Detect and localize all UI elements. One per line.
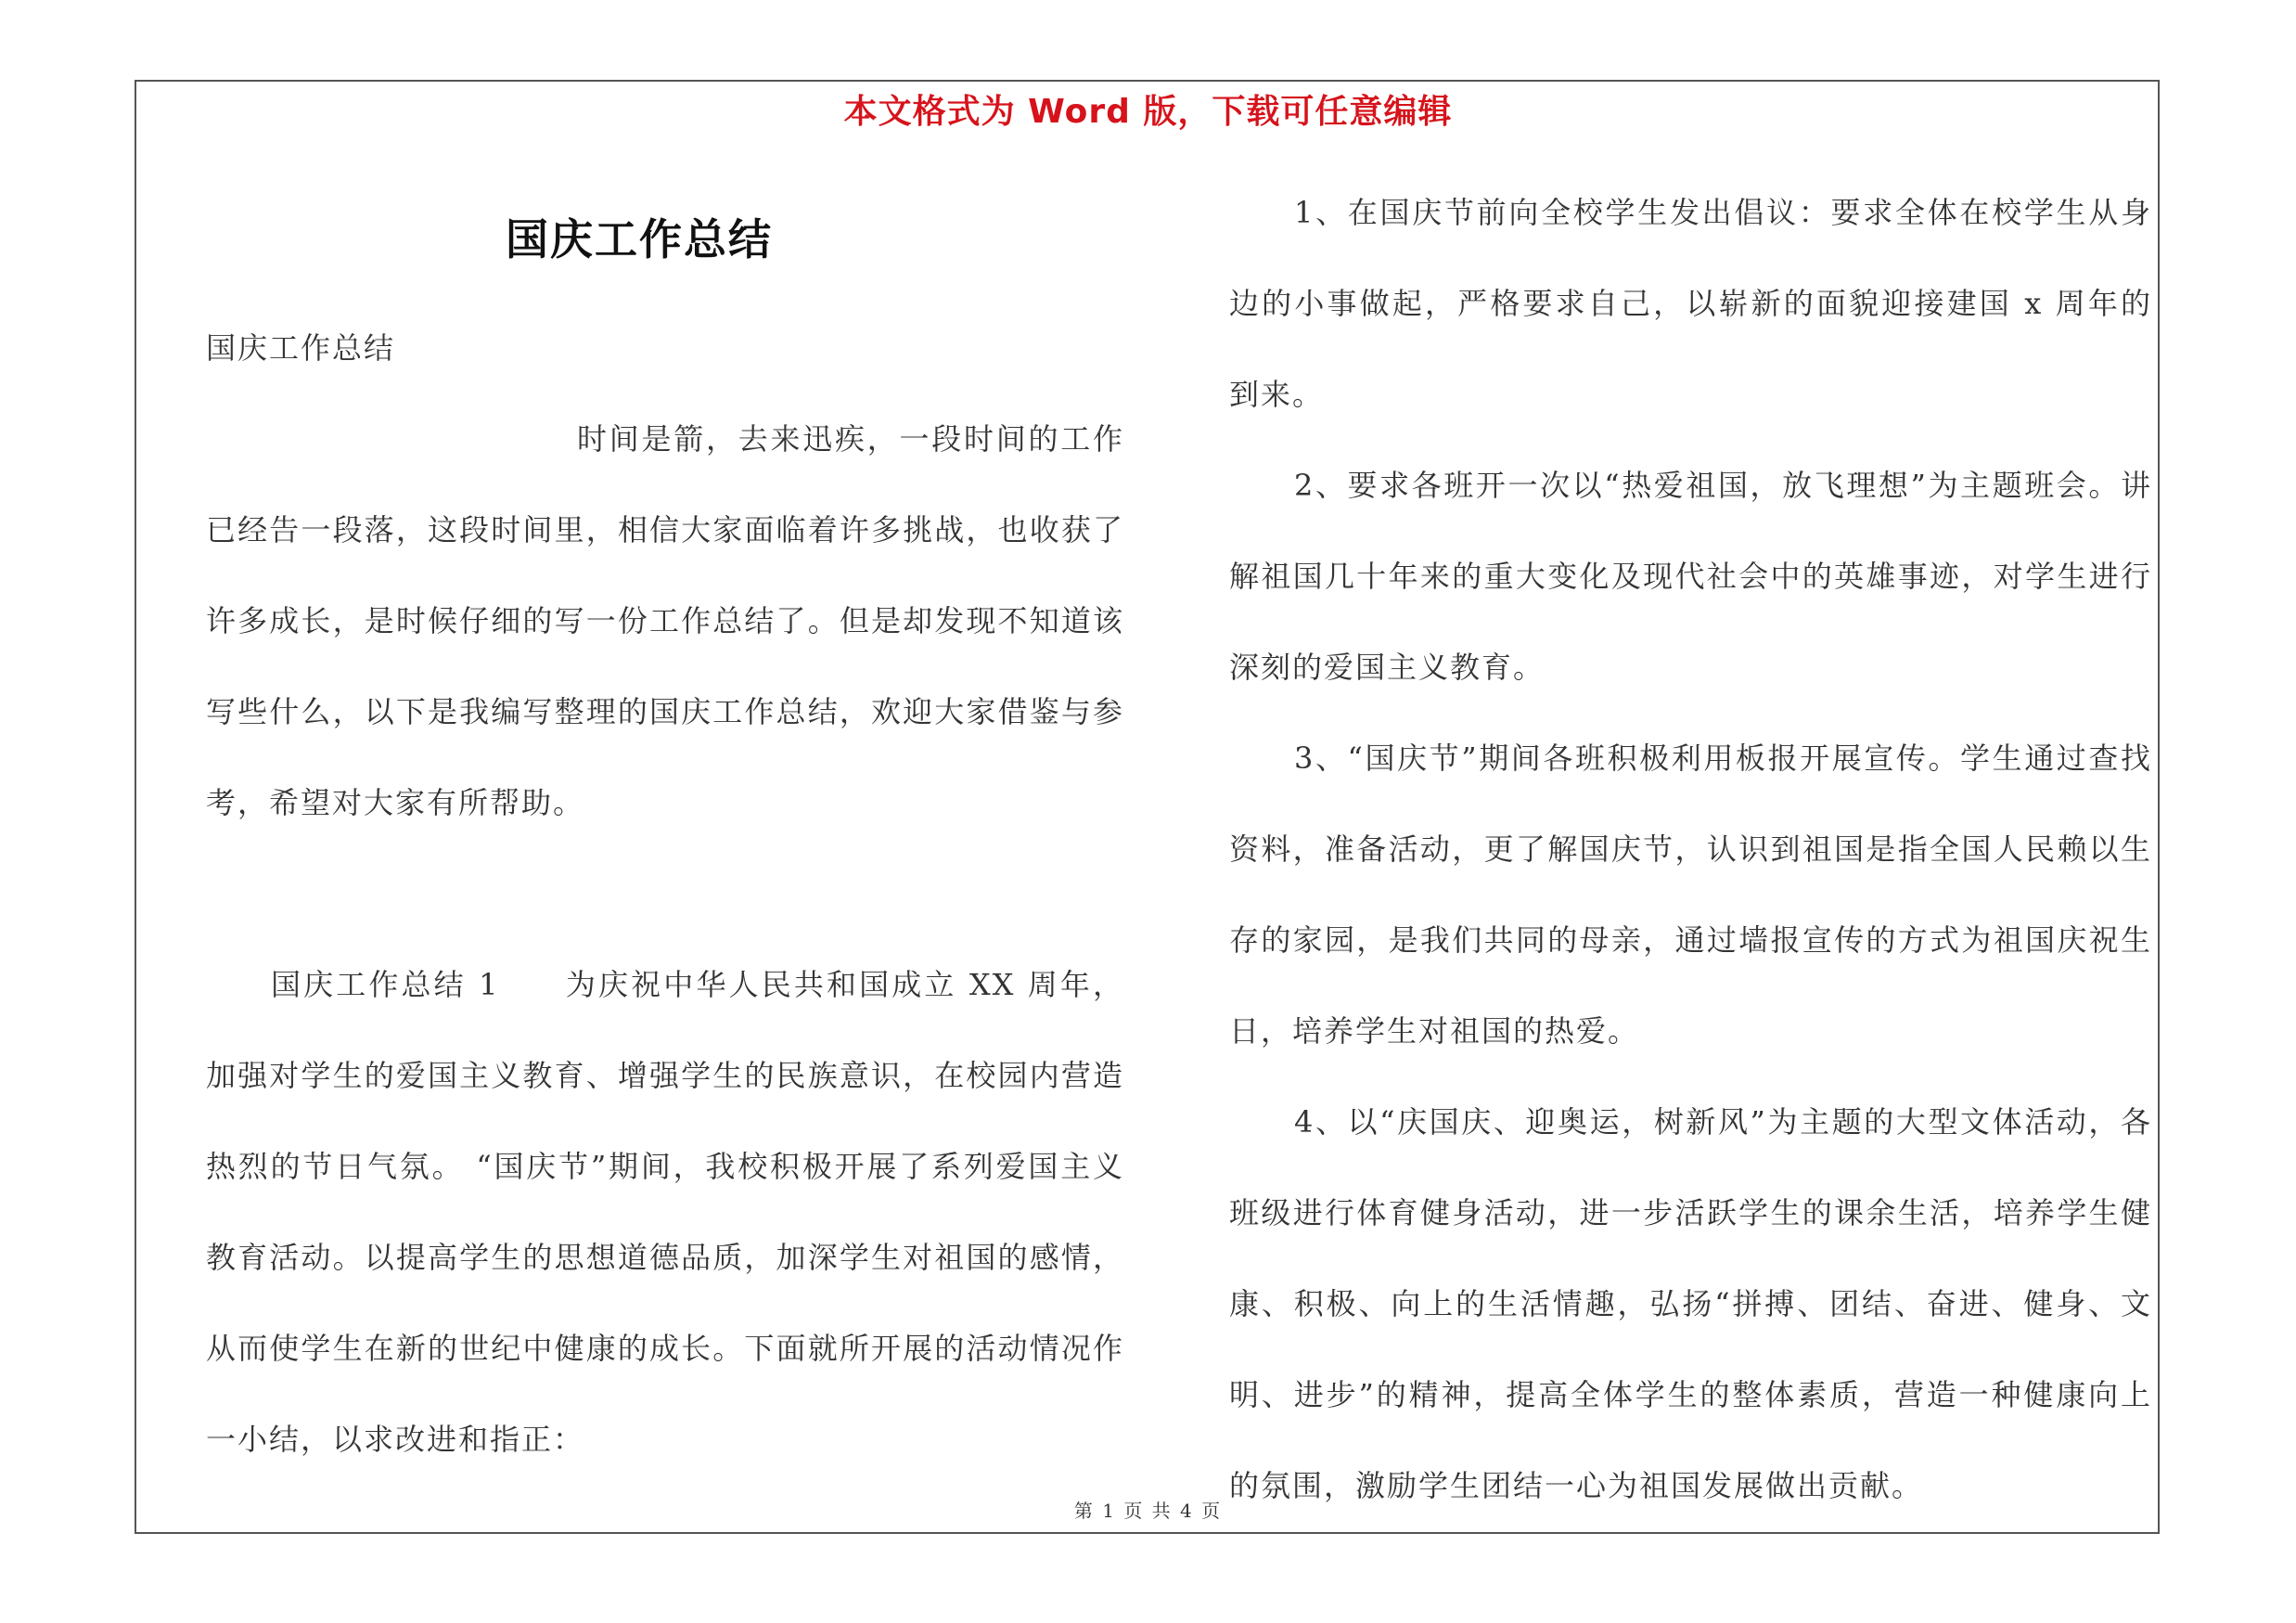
- list-item-3: 3、“国庆节”期间各班积极利用板报开展宣传。学生通过查找资料，准备活动，更了解国庆节，认识到祖国是指全国人民赖以生存的家园，是我们共同的母亲，通过墙报宣传的方式为祖国庆祝生日，培养学生对祖国的热爱。: [1229, 741, 2152, 1049]
- section1-paragraph: 国庆工作总结 1 为庆祝中华人民共和国成立 XX 周年，加强对学生的爱国主义教育、增强学生的民族意识，在校园内营造热烈的节日气氛。 “国庆节”期间，我校积极开展了系列爱国主义教育活动。以提高学生的思想道德品质，加深学生对祖国的感情，从而使学生在新的世纪中健康的成长。下面就所开展的活动情况作一小结，以求改进和指正：: [206, 967, 1124, 1457]
- right-column: [1229, 167, 2152, 1531]
- left-column: [206, 303, 1124, 1485]
- spacer: [206, 848, 1124, 939]
- list-item-1: 1、在国庆节前向全校学生发出倡议：要求全体在校学生从身边的小事做起，严格要求自己，以崭新的面貌迎接建国 x 周年的到来。: [1229, 195, 2152, 412]
- list-item-4: 4、以“庆国庆、迎奥运，树新风”为主题的大型文体活动，各班级进行体育健身活动，进一步活跃学生的课余生活，培养学生健康、积极、向上的生活情趣，弘扬“拼搏、团结、奋进、健身、文明、进步”的精神，提高全体学生的整体素质，营造一种健康向上的氛围，激励学生团结一心为祖国发展做出贡献。: [1229, 1104, 2152, 1503]
- intro-paragraph: 时间是箭，去来迅疾，一段时间的工作已经告一段落，这段时间里，相信大家面临着许多挑战，也收获了许多成长，是时候仔细的写一份工作总结了。但是却发现不知道该写些什么，以下是我编写整理的国庆工作总结，欢迎大家借鉴与参考，希望对大家有所帮助。: [206, 421, 1124, 820]
- section-heading: 国庆工作总结: [206, 330, 396, 366]
- document-title: 国庆工作总结: [506, 214, 773, 264]
- list-item-2: 2、要求各班开一次以“热爱祖国，放飞理想”为主题班会。讲解祖国几十年来的重大变化及现代社会中的英雄事迹，对学生进行深刻的爱国主义教育。: [1229, 468, 2152, 685]
- page-footer: 第 1 页 共 4 页: [1073, 1500, 1223, 1522]
- format-banner: 本文格式为 Word 版，下载可任意编辑: [843, 93, 1453, 131]
